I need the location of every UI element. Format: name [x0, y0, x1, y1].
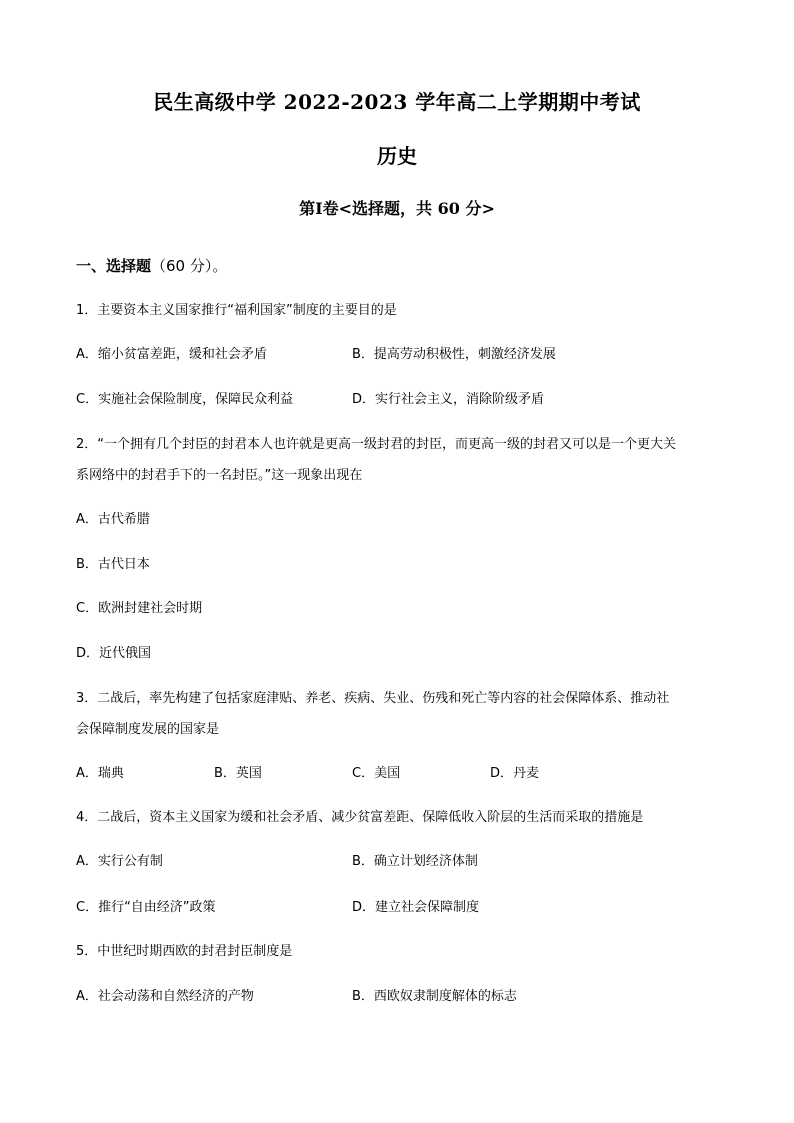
question-3-stem-line-1: 3．二战后，率先构建了包括家庭津贴、养老、疾病、失业、伤残和死亡等内容的社会保障体系、推动社	[76, 691, 670, 706]
question-2-stem-line-2: 系网络中的封君手下的一名封臣。”这一现象出现在	[76, 468, 363, 483]
question-1-option-a: A．缩小贫富差距，缓和社会矛盾	[76, 347, 267, 362]
question-2-option-c: C．欧洲封建社会时期	[76, 601, 203, 616]
question-4-option-b: B．确立计划经济体制	[352, 854, 478, 869]
question-2-option-a: A．古代希腊	[76, 512, 150, 527]
section-score: （60 分）。	[151, 257, 228, 275]
question-3-option-c: C．美国	[352, 766, 401, 781]
question-4-option-d: D．建立社会保障制度	[352, 900, 480, 915]
question-2-stem-line-1: 2．“一个拥有几个封臣的封君本人也许就是更高一级封君的封臣，而更高一级的封君又可以是一个更大关	[76, 437, 677, 452]
question-1-option-c: C．实施社会保险制度，保障民众利益	[76, 392, 294, 407]
question-3-option-b: B．英国	[214, 766, 262, 781]
question-3-option-d: D．丹麦	[490, 766, 540, 781]
question-4-option-a: A．实行公有制	[76, 854, 163, 869]
exam-title: 民生高级中学 2022-2023 学年高二上学期期中考试	[153, 90, 641, 114]
question-1-option-d: D．实行社会主义，消除阶级矛盾	[352, 392, 545, 407]
subject-title: 历史	[377, 144, 417, 168]
question-5-option-b: B．西欧奴隶制度解体的标志	[352, 989, 517, 1004]
question-5-option-a: A．社会动荡和自然经济的产物	[76, 989, 254, 1004]
question-2-option-b: B．古代日本	[76, 557, 150, 572]
question-3-stem-line-2: 会保障制度发展的国家是	[76, 722, 220, 737]
question-4-stem: 4．二战后，资本主义国家为缓和社会矛盾、减少贫富差距、保障低收入阶层的生活而采取的措施是	[76, 810, 644, 825]
question-1-stem: 1．主要资本主义国家推行“福利国家”制度的主要目的是	[76, 303, 397, 318]
section-heading	[76, 255, 227, 276]
question-3-option-a: A．瑞典	[76, 766, 124, 781]
question-2-option-d: D．近代俄国	[76, 646, 152, 661]
section-lead: 一、选择题	[76, 257, 152, 275]
question-5-stem: 5．中世纪时期西欧的封君封臣制度是	[76, 944, 293, 959]
question-1-option-b: B．提高劳动积极性，刺激经济发展	[352, 347, 556, 362]
volume-heading: 第Ⅰ卷<选择题，共 60 分>	[299, 199, 495, 218]
question-4-option-c: C．推行“自由经济”政策	[76, 900, 216, 915]
